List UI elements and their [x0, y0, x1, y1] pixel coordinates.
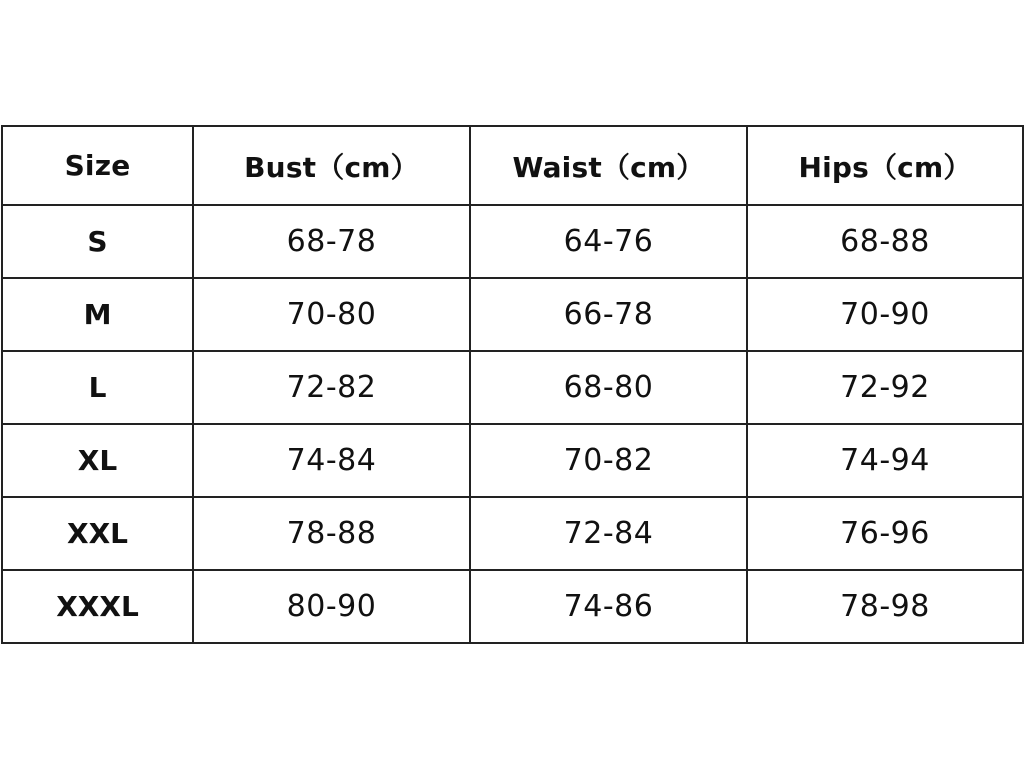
bust-cell: 80-90	[193, 570, 470, 643]
header-bust: Bust（cm）	[193, 126, 470, 205]
hips-cell: 74-94	[747, 424, 1023, 497]
header-hips: Hips（cm）	[747, 126, 1023, 205]
size-chart-table	[1, 125, 1024, 644]
hips-cell: 68-88	[747, 205, 1023, 278]
waist-cell: 70-82	[470, 424, 747, 497]
waist-cell: 64-76	[470, 205, 747, 278]
size-cell: M	[2, 278, 193, 351]
bust-cell: 68-78	[193, 205, 470, 278]
header-row	[2, 126, 1023, 205]
bust-cell: 78-88	[193, 497, 470, 570]
header-size: Size	[2, 126, 193, 205]
table-body	[2, 205, 1023, 643]
table-row	[2, 424, 1023, 497]
waist-cell: 74-86	[470, 570, 747, 643]
size-cell: L	[2, 351, 193, 424]
hips-cell: 72-92	[747, 351, 1023, 424]
table-row	[2, 570, 1023, 643]
bust-cell: 70-80	[193, 278, 470, 351]
size-cell: XL	[2, 424, 193, 497]
size-cell: XXXL	[2, 570, 193, 643]
size-cell: S	[2, 205, 193, 278]
table-row	[2, 351, 1023, 424]
table-row	[2, 497, 1023, 570]
waist-cell: 66-78	[470, 278, 747, 351]
hips-cell: 76-96	[747, 497, 1023, 570]
waist-cell: 72-84	[470, 497, 747, 570]
bust-cell: 72-82	[193, 351, 470, 424]
header-waist: Waist（cm）	[470, 126, 747, 205]
table-header	[2, 126, 1023, 205]
table-row	[2, 278, 1023, 351]
bust-cell: 74-84	[193, 424, 470, 497]
waist-cell: 68-80	[470, 351, 747, 424]
hips-cell: 70-90	[747, 278, 1023, 351]
hips-cell: 78-98	[747, 570, 1023, 643]
size-cell: XXL	[2, 497, 193, 570]
table-row	[2, 205, 1023, 278]
